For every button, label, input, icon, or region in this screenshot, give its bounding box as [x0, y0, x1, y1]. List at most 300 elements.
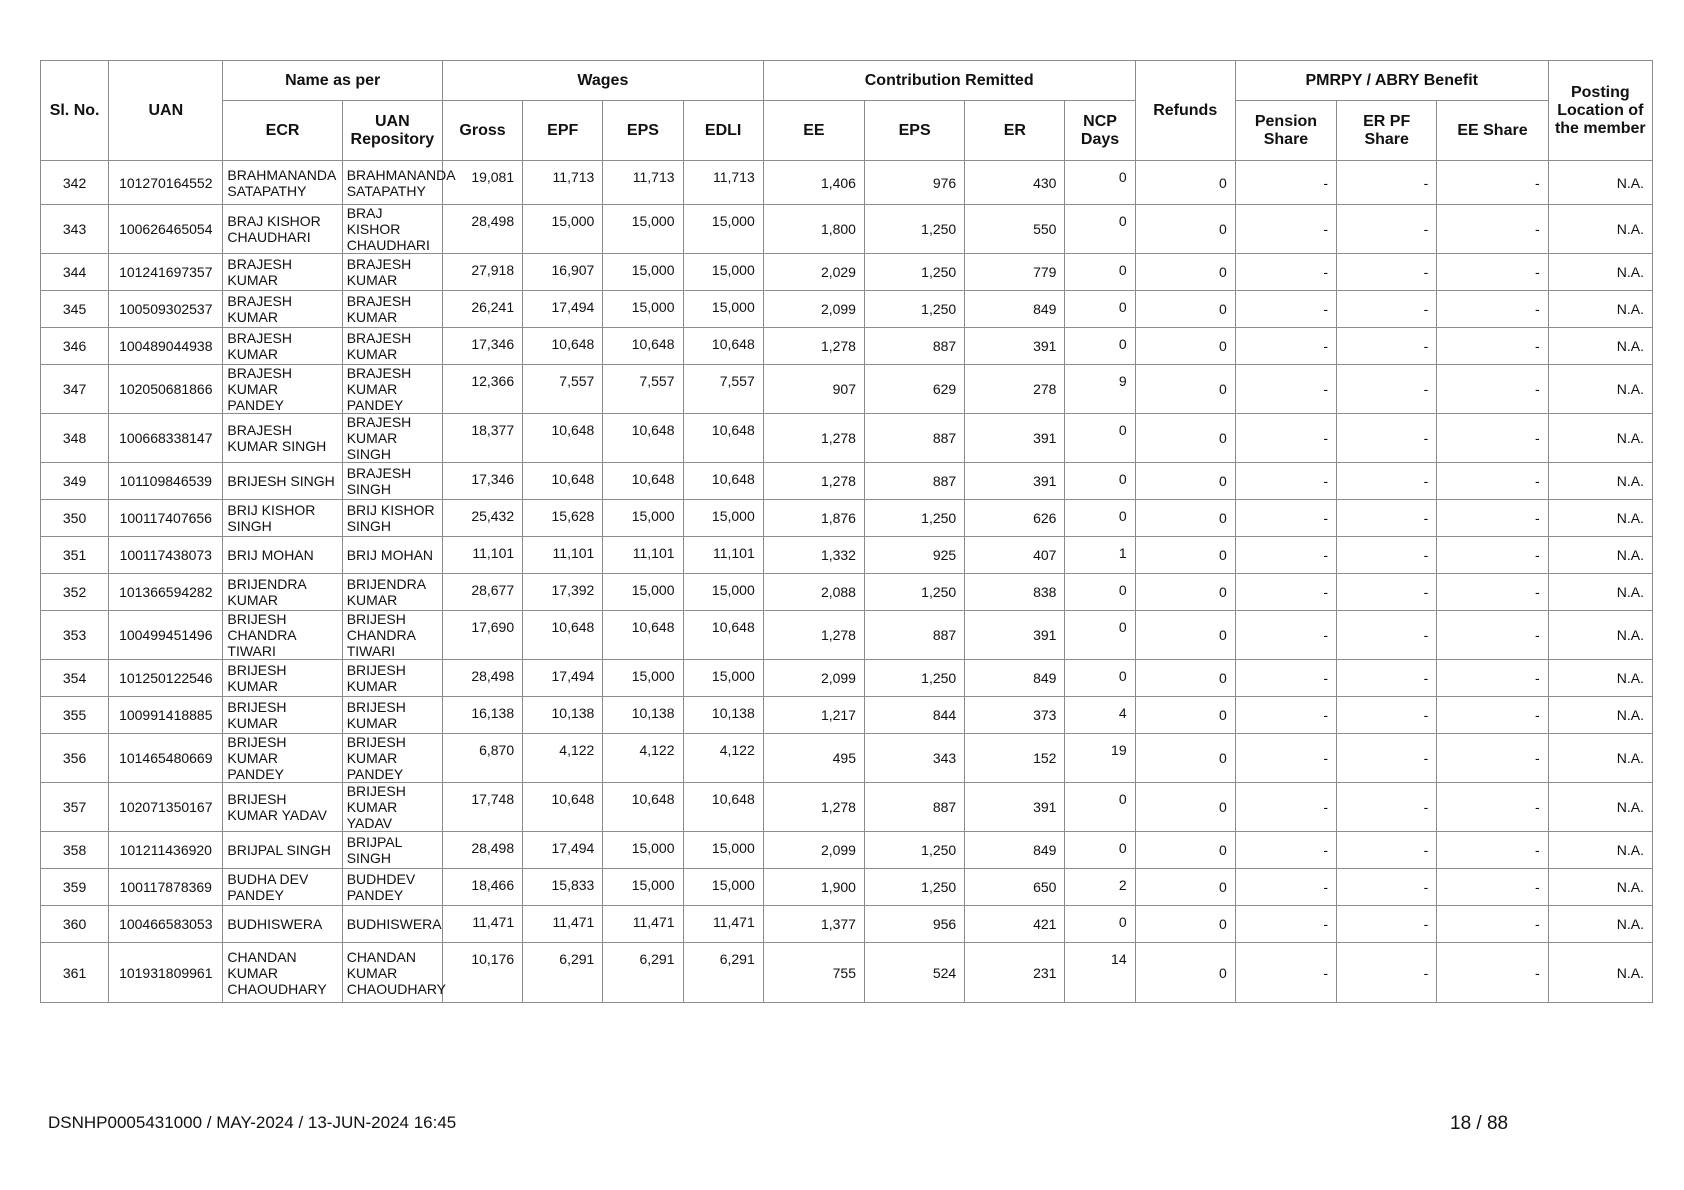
- cell-ee: 907: [763, 365, 864, 414]
- cell-pension-share: -: [1235, 161, 1336, 205]
- cell-er-pf-share: -: [1337, 906, 1437, 943]
- cell-ee-share: -: [1437, 783, 1548, 832]
- cell-er: 407: [965, 537, 1065, 574]
- cell-ee: 1,876: [763, 500, 864, 537]
- cell-gross: 18,377: [442, 414, 522, 463]
- cell-sl-no: 350: [41, 500, 109, 537]
- cell-ee-share: -: [1437, 832, 1548, 869]
- table-row: [41, 205, 1653, 254]
- cell-name-uan-repository: BUDHISWERA: [342, 906, 442, 943]
- cell-er-pf-share: -: [1337, 611, 1437, 660]
- cell-uan: 100668338147: [109, 414, 223, 463]
- table-row: [41, 254, 1653, 291]
- header-er: ER: [965, 101, 1065, 161]
- document-reference: DSNHP0005431000 / MAY-2024 / 13-JUN-2024 16:45: [48, 1113, 457, 1132]
- cell-ee: 2,099: [763, 291, 864, 328]
- cell-epf: 17,494: [523, 291, 603, 328]
- cell-er: 278: [965, 365, 1065, 414]
- cell-eps-wages: 11,471: [603, 906, 683, 943]
- cell-sl-no: 351: [41, 537, 109, 574]
- cell-ee: 1,278: [763, 783, 864, 832]
- cell-epf: 17,494: [523, 832, 603, 869]
- cell-edli: 10,648: [683, 783, 763, 832]
- cell-er-pf-share: -: [1337, 943, 1437, 1003]
- table-row: [41, 291, 1653, 328]
- cell-pension-share: -: [1235, 205, 1336, 254]
- cell-refunds: 0: [1135, 537, 1235, 574]
- cell-ee: 1,278: [763, 414, 864, 463]
- cell-er: 421: [965, 906, 1065, 943]
- cell-gross: 11,101: [442, 537, 522, 574]
- cell-pension-share: -: [1235, 783, 1336, 832]
- cell-name-ecr: BRAJ KISHOR CHAUDHARI: [223, 205, 342, 254]
- table-row: [41, 734, 1653, 783]
- cell-eps-contribution: 1,250: [864, 832, 964, 869]
- cell-uan: 101241697357: [109, 254, 223, 291]
- header-pension-share: Pension Share: [1235, 101, 1336, 161]
- cell-name-uan-repository: BRIJESH KUMAR: [342, 660, 442, 697]
- cell-er-pf-share: -: [1337, 537, 1437, 574]
- cell-ee: 1,406: [763, 161, 864, 205]
- cell-er-pf-share: -: [1337, 414, 1437, 463]
- cell-pension-share: -: [1235, 943, 1336, 1003]
- header-ncp-days: NCP Days: [1065, 101, 1135, 161]
- cell-ee-share: -: [1437, 205, 1548, 254]
- cell-ncp-days: 0: [1065, 574, 1135, 611]
- cell-er: 391: [965, 328, 1065, 365]
- cell-epf: 10,648: [523, 783, 603, 832]
- cell-edli: 15,000: [683, 832, 763, 869]
- header-ee: EE: [763, 101, 864, 161]
- cell-pension-share: -: [1235, 869, 1336, 906]
- header-epf: EPF: [523, 101, 603, 161]
- cell-er-pf-share: -: [1337, 463, 1437, 500]
- cell-uan: 100499451496: [109, 611, 223, 660]
- header-eps-wages: EPS: [603, 101, 683, 161]
- cell-epf: 15,628: [523, 500, 603, 537]
- cell-name-ecr: BRAJESH KUMAR: [223, 328, 342, 365]
- cell-name-uan-repository: BRIJ MOHAN: [342, 537, 442, 574]
- cell-er-pf-share: -: [1337, 734, 1437, 783]
- cell-eps-contribution: 629: [864, 365, 964, 414]
- cell-eps-contribution: 1,250: [864, 574, 964, 611]
- ecr-contribution-table: [40, 60, 1653, 1003]
- header-ee-share: EE Share: [1437, 101, 1548, 161]
- cell-posting-location: N.A.: [1548, 906, 1652, 943]
- cell-eps-wages: 10,648: [603, 414, 683, 463]
- cell-sl-no: 359: [41, 869, 109, 906]
- cell-pension-share: -: [1235, 906, 1336, 943]
- cell-eps-wages: 10,648: [603, 611, 683, 660]
- table-row: [41, 783, 1653, 832]
- cell-eps-wages: 15,000: [603, 574, 683, 611]
- cell-name-ecr: BRIJ MOHAN: [223, 537, 342, 574]
- cell-eps-wages: 10,648: [603, 783, 683, 832]
- cell-pension-share: -: [1235, 500, 1336, 537]
- cell-epf: 17,392: [523, 574, 603, 611]
- cell-edli: 15,000: [683, 660, 763, 697]
- cell-name-uan-repository: BRAJESH KUMAR: [342, 291, 442, 328]
- cell-eps-contribution: 887: [864, 328, 964, 365]
- cell-posting-location: N.A.: [1548, 463, 1652, 500]
- cell-gross: 16,138: [442, 697, 522, 734]
- cell-name-ecr: BRAJESH KUMAR: [223, 254, 342, 291]
- cell-gross: 17,346: [442, 328, 522, 365]
- cell-eps-contribution: 524: [864, 943, 964, 1003]
- table-row: [41, 161, 1653, 205]
- cell-ncp-days: 0: [1065, 161, 1135, 205]
- cell-pension-share: -: [1235, 660, 1336, 697]
- header-name-as-per: Name as per: [223, 61, 443, 101]
- cell-uan: 101211436920: [109, 832, 223, 869]
- cell-ee-share: -: [1437, 254, 1548, 291]
- cell-er: 849: [965, 291, 1065, 328]
- cell-edli: 7,557: [683, 365, 763, 414]
- cell-edli: 15,000: [683, 500, 763, 537]
- cell-sl-no: 349: [41, 463, 109, 500]
- cell-name-uan-repository: BRAHMANANDA SATAPATHY: [342, 161, 442, 205]
- cell-ee: 1,278: [763, 328, 864, 365]
- cell-name-ecr: CHANDAN KUMAR CHAOUDHARY: [223, 943, 342, 1003]
- cell-edli: 10,648: [683, 611, 763, 660]
- cell-edli: 15,000: [683, 205, 763, 254]
- cell-uan: 101270164552: [109, 161, 223, 205]
- cell-name-uan-repository: BRIJPAL SINGH: [342, 832, 442, 869]
- cell-epf: 10,648: [523, 414, 603, 463]
- cell-eps-wages: 4,122: [603, 734, 683, 783]
- cell-posting-location: N.A.: [1548, 161, 1652, 205]
- cell-posting-location: N.A.: [1548, 205, 1652, 254]
- cell-ncp-days: 14: [1065, 943, 1135, 1003]
- cell-refunds: 0: [1135, 365, 1235, 414]
- cell-edli: 11,471: [683, 906, 763, 943]
- cell-er: 849: [965, 832, 1065, 869]
- cell-edli: 15,000: [683, 291, 763, 328]
- cell-epf: 7,557: [523, 365, 603, 414]
- cell-posting-location: N.A.: [1548, 328, 1652, 365]
- cell-ee: 2,099: [763, 660, 864, 697]
- cell-er-pf-share: -: [1337, 869, 1437, 906]
- cell-gross: 26,241: [442, 291, 522, 328]
- cell-ee-share: -: [1437, 365, 1548, 414]
- cell-ncp-days: 0: [1065, 463, 1135, 500]
- cell-eps-contribution: 1,250: [864, 291, 964, 328]
- cell-ee-share: -: [1437, 906, 1548, 943]
- cell-epf: 6,291: [523, 943, 603, 1003]
- cell-sl-no: 356: [41, 734, 109, 783]
- cell-edli: 10,648: [683, 414, 763, 463]
- cell-refunds: 0: [1135, 291, 1235, 328]
- cell-sl-no: 352: [41, 574, 109, 611]
- cell-ee: 495: [763, 734, 864, 783]
- cell-edli: 10,648: [683, 328, 763, 365]
- cell-eps-contribution: 925: [864, 537, 964, 574]
- cell-name-uan-repository: BRAJESH KUMAR: [342, 254, 442, 291]
- cell-sl-no: 347: [41, 365, 109, 414]
- cell-eps-contribution: 1,250: [864, 254, 964, 291]
- cell-gross: 10,176: [442, 943, 522, 1003]
- cell-sl-no: 353: [41, 611, 109, 660]
- cell-refunds: 0: [1135, 832, 1235, 869]
- cell-uan: 102050681866: [109, 365, 223, 414]
- cell-edli: 4,122: [683, 734, 763, 783]
- cell-er-pf-share: -: [1337, 205, 1437, 254]
- cell-gross: 17,346: [442, 463, 522, 500]
- cell-epf: 10,648: [523, 328, 603, 365]
- cell-name-ecr: BRAJESH KUMAR: [223, 291, 342, 328]
- cell-ee-share: -: [1437, 414, 1548, 463]
- cell-name-ecr: BRIJENDRA KUMAR: [223, 574, 342, 611]
- cell-name-uan-repository: BRIJESH CHANDRA TIWARI: [342, 611, 442, 660]
- cell-ee: 1,800: [763, 205, 864, 254]
- cell-pension-share: -: [1235, 611, 1336, 660]
- cell-epf: 4,122: [523, 734, 603, 783]
- cell-eps-wages: 15,000: [603, 291, 683, 328]
- cell-pension-share: -: [1235, 463, 1336, 500]
- cell-refunds: 0: [1135, 611, 1235, 660]
- cell-posting-location: N.A.: [1548, 734, 1652, 783]
- cell-uan: 101366594282: [109, 574, 223, 611]
- table-row: [41, 611, 1653, 660]
- cell-ee: 2,029: [763, 254, 864, 291]
- cell-eps-contribution: 887: [864, 783, 964, 832]
- cell-er-pf-share: -: [1337, 832, 1437, 869]
- cell-refunds: 0: [1135, 734, 1235, 783]
- cell-gross: 28,498: [442, 660, 522, 697]
- cell-ee-share: -: [1437, 328, 1548, 365]
- cell-gross: 17,690: [442, 611, 522, 660]
- cell-posting-location: N.A.: [1548, 611, 1652, 660]
- cell-sl-no: 355: [41, 697, 109, 734]
- cell-refunds: 0: [1135, 205, 1235, 254]
- cell-eps-contribution: 844: [864, 697, 964, 734]
- cell-gross: 6,870: [442, 734, 522, 783]
- cell-sl-no: 348: [41, 414, 109, 463]
- cell-uan: 101250122546: [109, 660, 223, 697]
- cell-ncp-days: 2: [1065, 869, 1135, 906]
- cell-name-ecr: BRIJPAL SINGH: [223, 832, 342, 869]
- cell-ncp-days: 0: [1065, 906, 1135, 943]
- table-row: [41, 414, 1653, 463]
- cell-epf: 15,000: [523, 205, 603, 254]
- cell-eps-wages: 15,000: [603, 500, 683, 537]
- cell-refunds: 0: [1135, 697, 1235, 734]
- cell-posting-location: N.A.: [1548, 414, 1652, 463]
- header-contribution-remitted: Contribution Remitted: [763, 61, 1135, 101]
- table-row: [41, 943, 1653, 1003]
- cell-gross: 27,918: [442, 254, 522, 291]
- cell-eps-wages: 6,291: [603, 943, 683, 1003]
- cell-posting-location: N.A.: [1548, 291, 1652, 328]
- cell-eps-contribution: 956: [864, 906, 964, 943]
- cell-name-uan-repository: BRAJESH SINGH: [342, 463, 442, 500]
- header-sl-no: Sl. No.: [41, 61, 109, 161]
- cell-refunds: 0: [1135, 254, 1235, 291]
- cell-pension-share: -: [1235, 291, 1336, 328]
- header-pmrpy-abry: PMRPY / ABRY Benefit: [1235, 61, 1548, 101]
- cell-er: 779: [965, 254, 1065, 291]
- cell-eps-wages: 15,000: [603, 660, 683, 697]
- cell-edli: 15,000: [683, 254, 763, 291]
- header-uan-repository: UAN Repository: [342, 101, 442, 161]
- cell-pension-share: -: [1235, 365, 1336, 414]
- cell-sl-no: 361: [41, 943, 109, 1003]
- cell-eps-wages: 10,648: [603, 463, 683, 500]
- cell-ee-share: -: [1437, 537, 1548, 574]
- cell-name-ecr: BRIJESH SINGH: [223, 463, 342, 500]
- cell-er: 373: [965, 697, 1065, 734]
- cell-sl-no: 358: [41, 832, 109, 869]
- cell-posting-location: N.A.: [1548, 365, 1652, 414]
- table-row: [41, 906, 1653, 943]
- cell-er-pf-share: -: [1337, 783, 1437, 832]
- cell-er-pf-share: -: [1337, 161, 1437, 205]
- cell-er: 838: [965, 574, 1065, 611]
- cell-eps-wages: 10,648: [603, 328, 683, 365]
- cell-edli: 10,648: [683, 463, 763, 500]
- cell-posting-location: N.A.: [1548, 832, 1652, 869]
- cell-er: 650: [965, 869, 1065, 906]
- cell-edli: 11,713: [683, 161, 763, 205]
- cell-posting-location: N.A.: [1548, 943, 1652, 1003]
- cell-ncp-days: 1: [1065, 537, 1135, 574]
- cell-epf: 11,471: [523, 906, 603, 943]
- cell-epf: 10,648: [523, 463, 603, 500]
- cell-ncp-days: 0: [1065, 254, 1135, 291]
- cell-posting-location: N.A.: [1548, 783, 1652, 832]
- cell-er-pf-share: -: [1337, 365, 1437, 414]
- cell-sl-no: 357: [41, 783, 109, 832]
- cell-ee-share: -: [1437, 869, 1548, 906]
- cell-epf: 17,494: [523, 660, 603, 697]
- cell-uan: 100466583053: [109, 906, 223, 943]
- cell-gross: 28,677: [442, 574, 522, 611]
- header-eps-contribution: EPS: [864, 101, 964, 161]
- cell-eps-wages: 11,101: [603, 537, 683, 574]
- cell-eps-contribution: 1,250: [864, 660, 964, 697]
- cell-er: 430: [965, 161, 1065, 205]
- cell-pension-share: -: [1235, 734, 1336, 783]
- cell-er: 231: [965, 943, 1065, 1003]
- cell-sl-no: 354: [41, 660, 109, 697]
- cell-er: 849: [965, 660, 1065, 697]
- cell-gross: 17,748: [442, 783, 522, 832]
- cell-posting-location: N.A.: [1548, 537, 1652, 574]
- cell-posting-location: N.A.: [1548, 869, 1652, 906]
- cell-eps-wages: 15,000: [603, 205, 683, 254]
- table-row: [41, 328, 1653, 365]
- cell-gross: 25,432: [442, 500, 522, 537]
- cell-refunds: 0: [1135, 328, 1235, 365]
- cell-name-uan-repository: BRIJ KISHOR SINGH: [342, 500, 442, 537]
- cell-edli: 15,000: [683, 869, 763, 906]
- cell-name-ecr: BRAHMANANDA SATAPATHY: [223, 161, 342, 205]
- cell-ncp-days: 0: [1065, 414, 1135, 463]
- cell-er: 152: [965, 734, 1065, 783]
- cell-er-pf-share: -: [1337, 697, 1437, 734]
- cell-uan: 100117878369: [109, 869, 223, 906]
- table-row: [41, 537, 1653, 574]
- cell-name-ecr: BRAJESH KUMAR PANDEY: [223, 365, 342, 414]
- cell-epf: 16,907: [523, 254, 603, 291]
- cell-ee-share: -: [1437, 943, 1548, 1003]
- cell-name-ecr: BRAJESH KUMAR SINGH: [223, 414, 342, 463]
- cell-uan: 100117438073: [109, 537, 223, 574]
- cell-er-pf-share: -: [1337, 660, 1437, 697]
- cell-eps-contribution: 1,250: [864, 500, 964, 537]
- cell-refunds: 0: [1135, 783, 1235, 832]
- cell-refunds: 0: [1135, 869, 1235, 906]
- cell-er-pf-share: -: [1337, 500, 1437, 537]
- cell-epf: 11,101: [523, 537, 603, 574]
- cell-er: 391: [965, 611, 1065, 660]
- cell-uan: 100117407656: [109, 500, 223, 537]
- cell-eps-contribution: 887: [864, 611, 964, 660]
- cell-name-uan-repository: BRIJENDRA KUMAR: [342, 574, 442, 611]
- table-row: [41, 660, 1653, 697]
- cell-ncp-days: 9: [1065, 365, 1135, 414]
- cell-name-uan-repository: BUDHDEV PANDEY: [342, 869, 442, 906]
- cell-uan: 101109846539: [109, 463, 223, 500]
- cell-sl-no: 343: [41, 205, 109, 254]
- cell-refunds: 0: [1135, 500, 1235, 537]
- cell-eps-contribution: 887: [864, 414, 964, 463]
- cell-er: 391: [965, 463, 1065, 500]
- header-posting-location: Posting Location of the member: [1548, 61, 1652, 161]
- cell-eps-contribution: 343: [864, 734, 964, 783]
- cell-ee-share: -: [1437, 161, 1548, 205]
- cell-uan: 100991418885: [109, 697, 223, 734]
- table-row: [41, 463, 1653, 500]
- cell-name-uan-repository: BRIJESH KUMAR YADAV: [342, 783, 442, 832]
- cell-ee: 1,278: [763, 463, 864, 500]
- cell-ee-share: -: [1437, 734, 1548, 783]
- cell-ee-share: -: [1437, 463, 1548, 500]
- cell-pension-share: -: [1235, 254, 1336, 291]
- cell-ncp-days: 0: [1065, 660, 1135, 697]
- cell-ee-share: -: [1437, 500, 1548, 537]
- cell-epf: 10,648: [523, 611, 603, 660]
- cell-ee: 2,088: [763, 574, 864, 611]
- cell-uan: 100626465054: [109, 205, 223, 254]
- cell-ncp-days: 0: [1065, 500, 1135, 537]
- cell-er-pf-share: -: [1337, 291, 1437, 328]
- cell-ee: 755: [763, 943, 864, 1003]
- cell-name-ecr: BRIJESH KUMAR: [223, 660, 342, 697]
- cell-refunds: 0: [1135, 906, 1235, 943]
- cell-gross: 19,081: [442, 161, 522, 205]
- cell-name-ecr: BRIJ KISHOR SINGH: [223, 500, 342, 537]
- cell-sl-no: 344: [41, 254, 109, 291]
- cell-ee: 1,217: [763, 697, 864, 734]
- cell-refunds: 0: [1135, 414, 1235, 463]
- cell-posting-location: N.A.: [1548, 660, 1652, 697]
- cell-name-uan-repository: BRIJESH KUMAR: [342, 697, 442, 734]
- cell-pension-share: -: [1235, 414, 1336, 463]
- cell-er: 626: [965, 500, 1065, 537]
- cell-eps-wages: 11,713: [603, 161, 683, 205]
- cell-gross: 28,498: [442, 205, 522, 254]
- cell-sl-no: 346: [41, 328, 109, 365]
- cell-refunds: 0: [1135, 463, 1235, 500]
- table-row: [41, 574, 1653, 611]
- cell-ee: 1,332: [763, 537, 864, 574]
- cell-refunds: 0: [1135, 660, 1235, 697]
- header-wages: Wages: [442, 61, 763, 101]
- cell-ee: 1,900: [763, 869, 864, 906]
- header-edli: EDLI: [683, 101, 763, 161]
- cell-eps-wages: 15,000: [603, 869, 683, 906]
